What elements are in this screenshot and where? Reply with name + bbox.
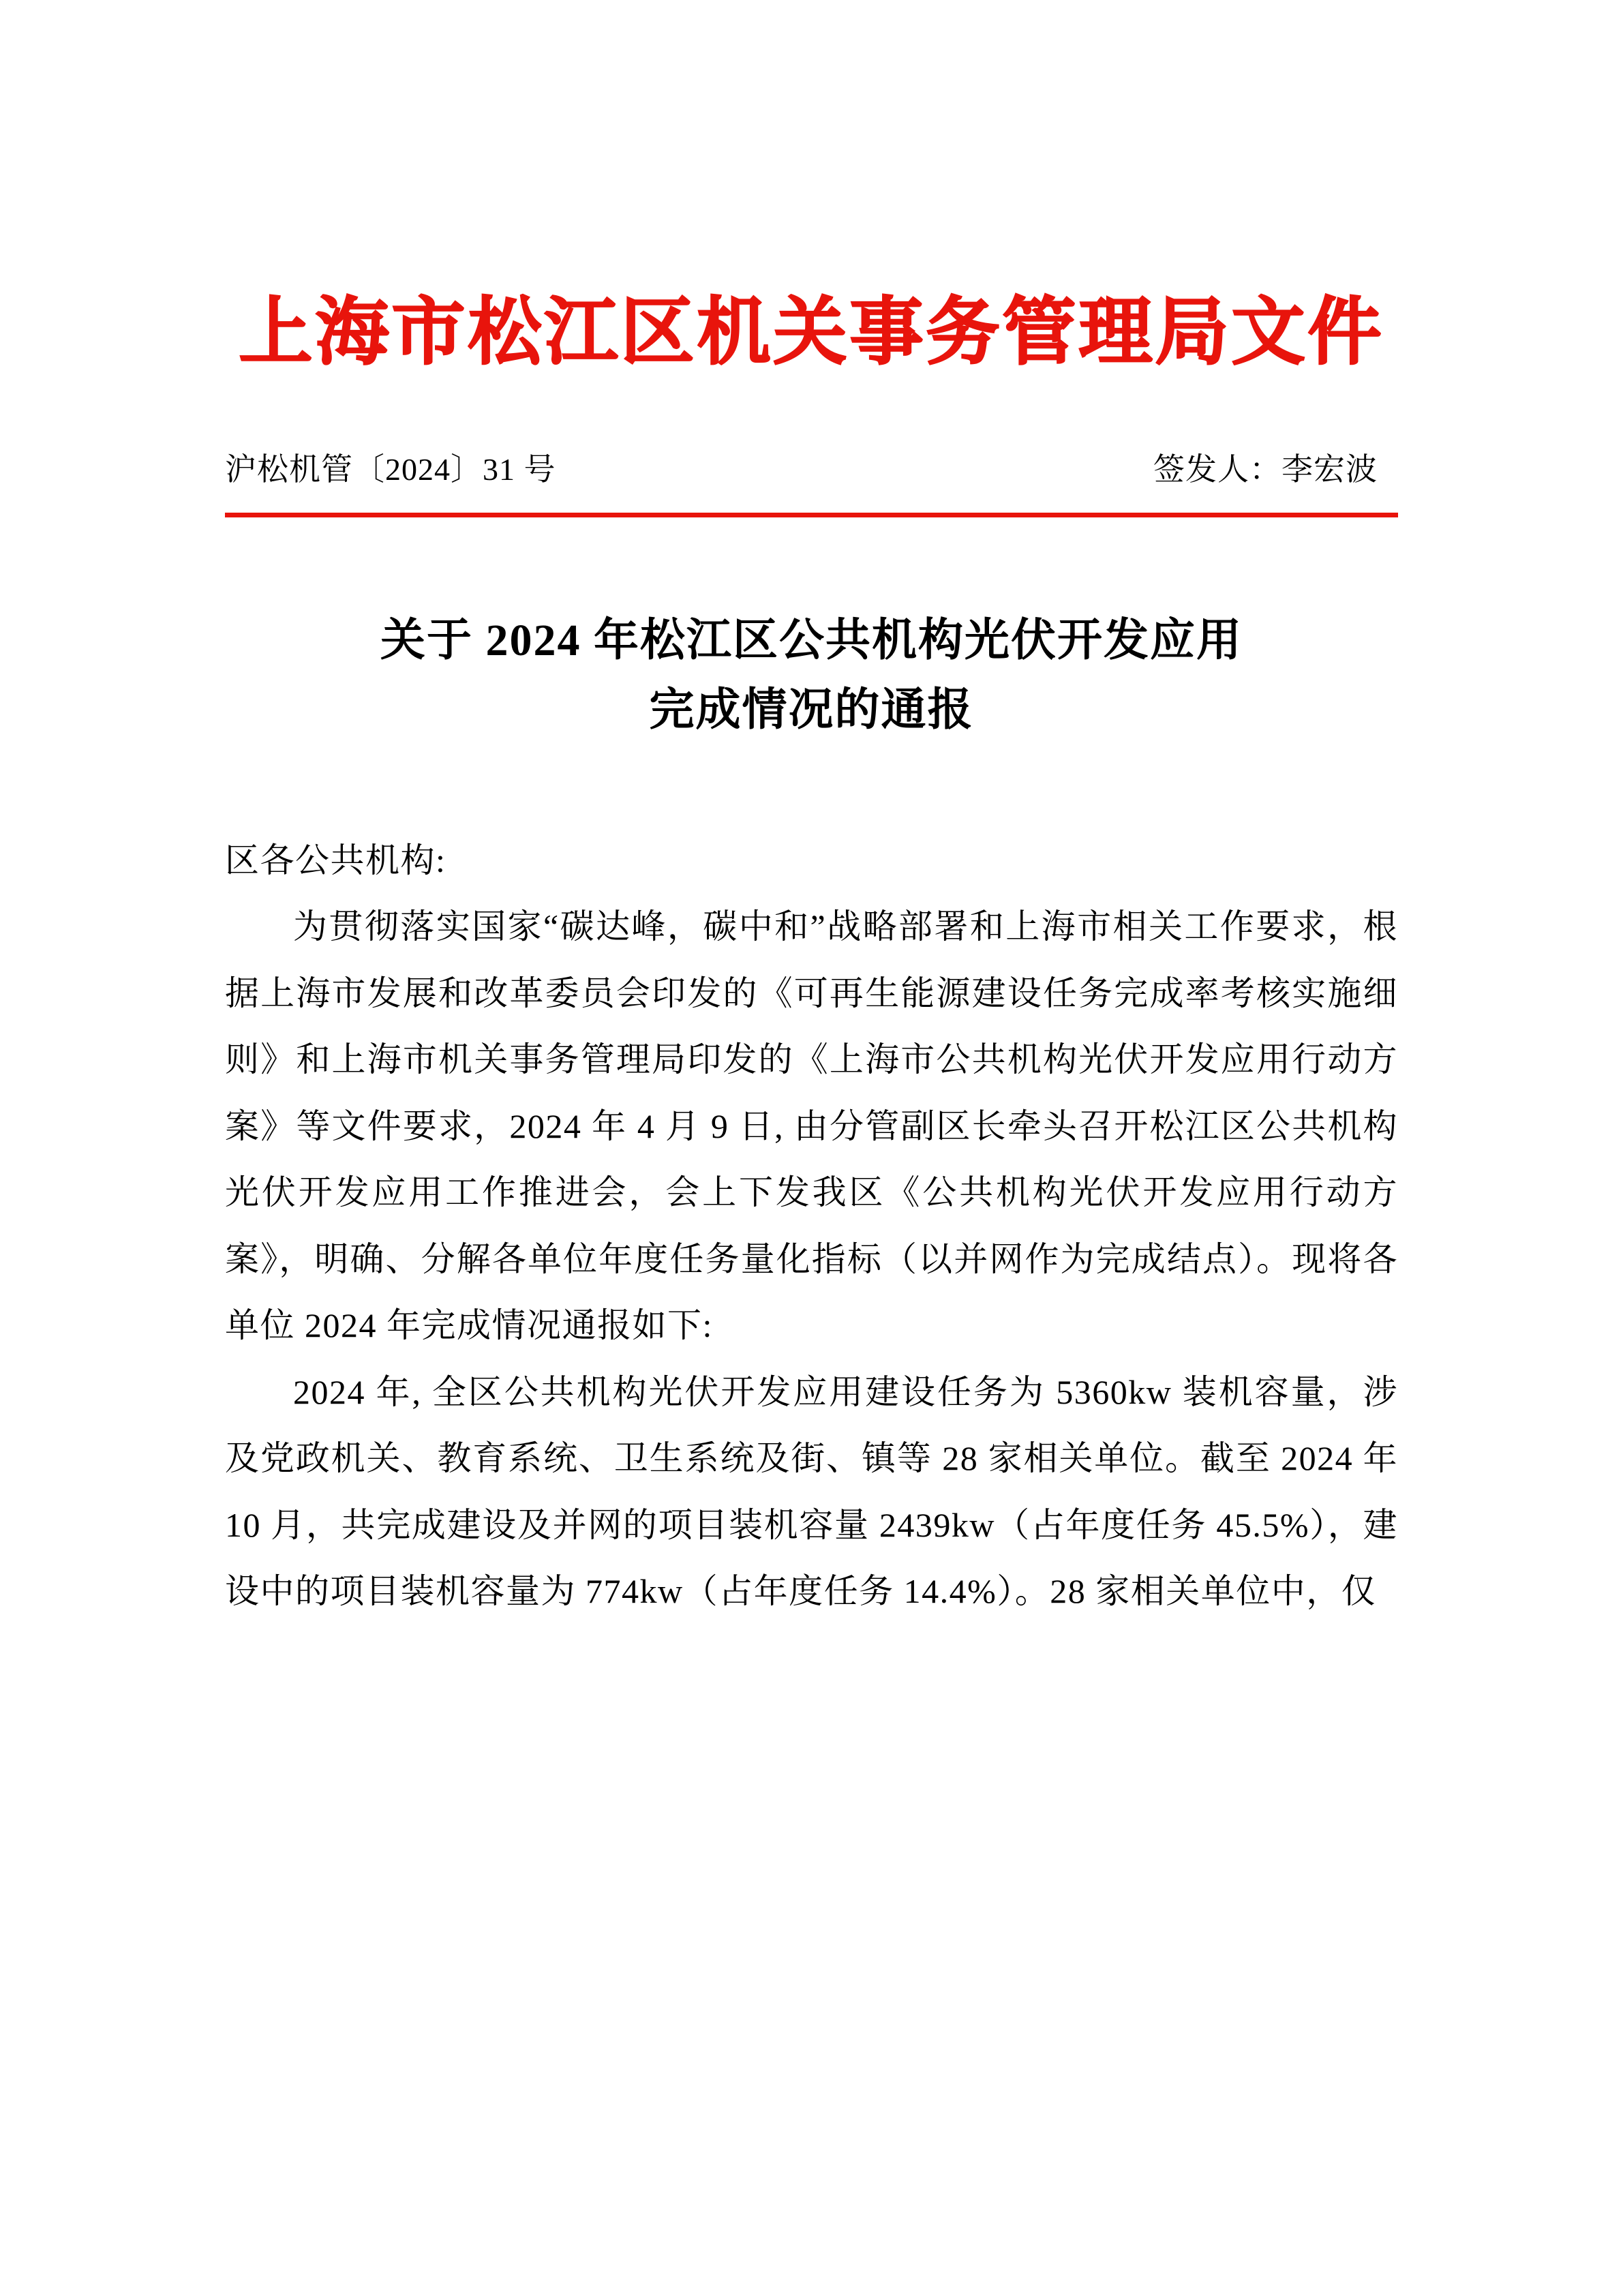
body-paragraph-2: 2024 年, 全区公共机构光伏开发应用建设任务为 5360kw 装机容量，涉及党政机关、教育系统、卫生系统及街、镇等 28 家相关单位。截至 2024 年 10 月，共完成建设及并网的项目装机容量 2439kw（占年度任务 45.5%），建设中的项目装机容量为 774kw（占年度任务 14.4%）。28 家相关单位中，仅	[225, 1372, 1398, 1611]
document-number: 沪松机管〔2024〕31 号	[225, 451, 556, 487]
masthead	[225, 293, 1398, 374]
masthead-title: 上海市松江区机关事务管理局文件	[239, 292, 1384, 374]
red-separator-rule	[225, 513, 1398, 517]
salutation: 区各公共机构:	[225, 841, 446, 879]
signer-name: 签发人：李宏波	[1153, 451, 1378, 487]
page-title-line-1: 关于 2024 年松江区公共机构光伏开发应用	[380, 615, 1243, 665]
body-paragraph-1: 为贯彻落实国家“碳达峰，碳中和”战略部署和上海市相关工作要求，根据上海市发展和改革委员会印发的《可再生能源建设任务完成率考核实施细则》和上海市机关事务管理局印发的《上海市公共机构光伏开发应用行动方案》等文件要求，2024 年 4 月 9 日, 由分管副区长牵头召开松江区公共机构光伏开发应用工作推进会，会上下发我区《公共机构光伏开发应用行动方案》，明确、分解各单位年度任务量化指标（以并网作为完成结点）。现将各单位 2024 年完成情况通报如下:	[225, 907, 1398, 1345]
page-title-line-2: 完成情况的通报	[649, 685, 974, 736]
document-body	[225, 828, 1398, 1625]
document-number-row	[225, 451, 1398, 488]
page-title	[225, 606, 1398, 746]
